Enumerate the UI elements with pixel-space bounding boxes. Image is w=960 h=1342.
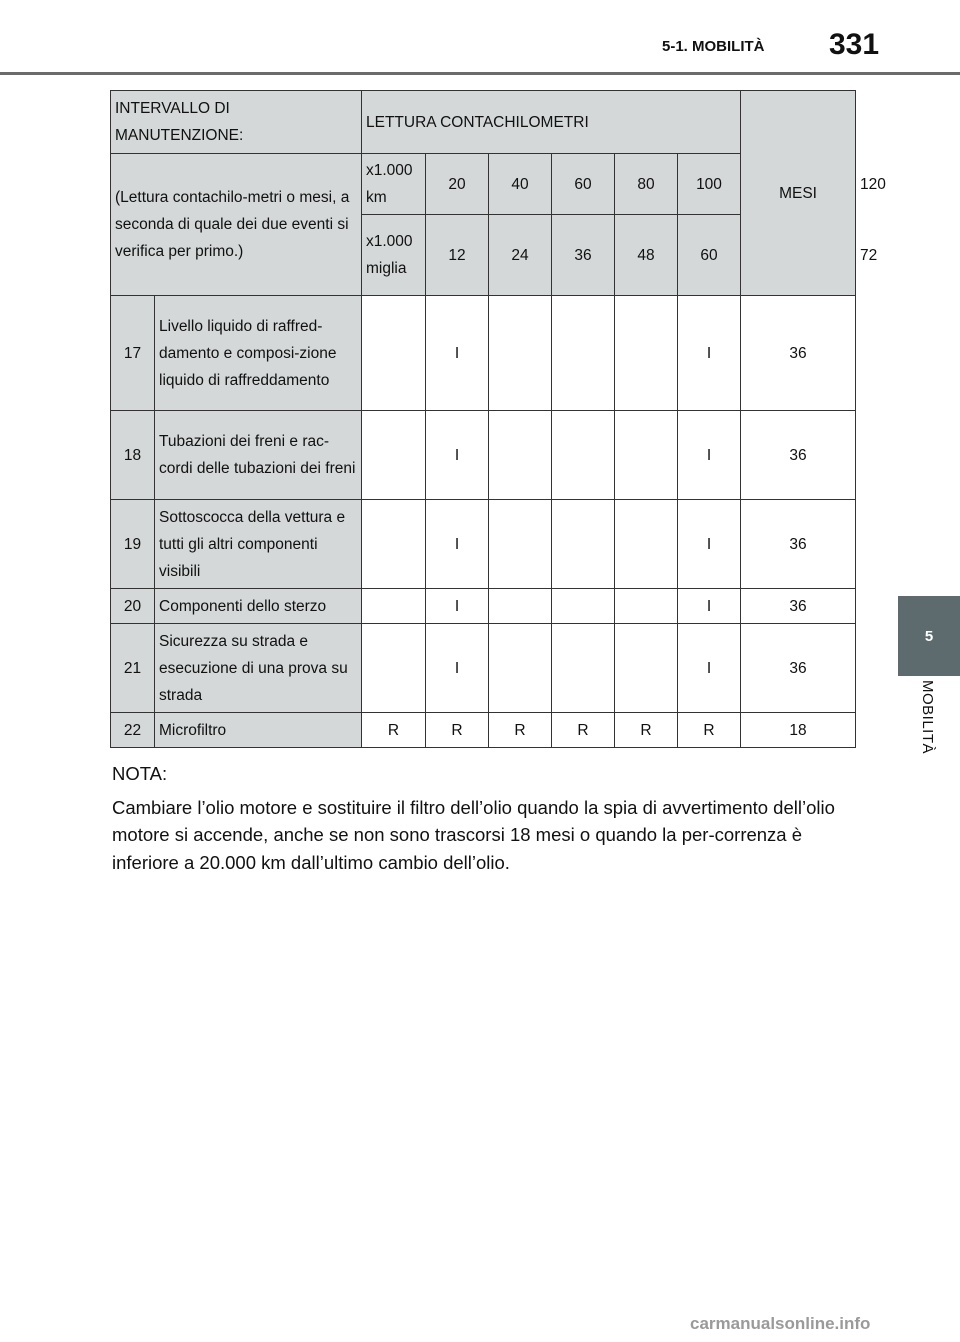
row-item: Sottoscocca della vettura e tutti gli altri componenti visibili [155, 500, 362, 589]
row-item: Componenti dello sterzo [155, 589, 362, 624]
interval-cell [362, 624, 426, 713]
months-cell: 36 [741, 624, 856, 713]
interval-cell: I [678, 589, 741, 624]
interval-cell: I [426, 589, 489, 624]
interval-cell: R [489, 713, 552, 748]
interval-cell [489, 411, 552, 500]
interval-cell [362, 500, 426, 589]
months-cell: 36 [741, 296, 856, 411]
row-number: 21 [111, 624, 155, 713]
table-row [111, 713, 856, 748]
interval-cell [362, 589, 426, 624]
interval-cell: I [678, 296, 741, 411]
interval-cell: I [426, 296, 489, 411]
table-row [111, 500, 856, 589]
row-number: 22 [111, 713, 155, 748]
miles-value: 60 [678, 215, 741, 296]
row-item: Microfiltro [155, 713, 362, 748]
row-number: 19 [111, 500, 155, 589]
chapter-label-text: MOBILITÀ [919, 680, 936, 755]
km-unit: x1.000 km [362, 154, 426, 215]
miles-value: 24 [489, 215, 552, 296]
interval-cell: I [426, 411, 489, 500]
interval-cell [615, 411, 678, 500]
interval-cell: I [678, 500, 741, 589]
interval-cell: R [552, 713, 615, 748]
interval-header: INTERVALLO DI MANUTENZIONE: [111, 91, 362, 154]
interval-cell [615, 589, 678, 624]
interval-cell: R [615, 713, 678, 748]
page-number: 331 [829, 28, 880, 61]
row-number: 20 [111, 589, 155, 624]
header-divider [0, 72, 960, 75]
months-cell: 36 [741, 411, 856, 500]
km-value: 80 [615, 154, 678, 215]
row-number: 17 [111, 296, 155, 411]
note-text: Cambiare l’olio motore e sostituire il filtro dell’olio quando la spia di avvertimento dell’olio motore si accende, anche se non sono trascorsi 18 mesi o quando la per-correnza è inferiore a 20.000 km dall’ultimo cambio dell’olio. [112, 796, 835, 873]
interval-cell: R [678, 713, 741, 748]
row-item: Tubazioni dei freni e rac-cordi delle tubazioni dei freni [155, 411, 362, 500]
months-cell: 36 [741, 500, 856, 589]
interval-cell [489, 296, 552, 411]
interval-cell: I [426, 500, 489, 589]
interval-cell: R [426, 713, 489, 748]
km-value: 20 [426, 154, 489, 215]
note-block [112, 760, 852, 882]
interval-cell [615, 500, 678, 589]
interval-cell: I [426, 624, 489, 713]
interval-cell: I [678, 624, 741, 713]
chapter-number: 5 [924, 627, 934, 645]
km-value: 100 [678, 154, 741, 215]
interval-cell [362, 411, 426, 500]
chapter-tab[interactable] [898, 596, 960, 676]
watermark: carmanualsonline.info [690, 1314, 871, 1333]
months-header: MESI [741, 91, 856, 296]
miles-value: 36 [552, 215, 615, 296]
table-row [111, 296, 856, 411]
interval-cell [489, 500, 552, 589]
km-value: 40 [489, 154, 552, 215]
months-cell: 36 [741, 589, 856, 624]
interval-cell [552, 296, 615, 411]
interval-cell: R [362, 713, 426, 748]
miles-value: 12 [426, 215, 489, 296]
interval-cell [362, 296, 426, 411]
section-label: 5-1. MOBILITÀ [662, 38, 765, 55]
miles-value: 48 [615, 215, 678, 296]
chapter-label [896, 680, 960, 800]
row-number: 18 [111, 411, 155, 500]
interval-cell [615, 624, 678, 713]
interval-cell [552, 411, 615, 500]
km-value: 60 [552, 154, 615, 215]
interval-cell: I [678, 411, 741, 500]
interval-note: (Lettura contachilo-metri o mesi, a seconda di quale dei due eventi si verifica per primo.) [111, 154, 362, 296]
interval-cell [489, 624, 552, 713]
row-item: Sicurezza su strada e esecuzione di una prova su strada [155, 624, 362, 713]
table-row [111, 411, 856, 500]
note-title: NOTA: [112, 763, 168, 784]
odometer-header: LETTURA CONTACHILOMETRI [362, 91, 741, 154]
table-row [111, 589, 856, 624]
maintenance-table: INTERVALLO DI MANUTENZIONE: LETTURA CONTACHILOMETRI MESI (Lettura contachilo-metri o mesi, a seconda di quale dei due eventi si verifica per primo.) x1.000 km 20 40 60 80 100 120 x1.000 miglia 12 24 36 48 60 72 17 Livello liquido di raffred-damento e composi-zione liquido di raffreddamento I I 36 18 Tubazioni dei freni e rac-cordi delle tubazioni dei freni I I 36 19 Sottoscocca della vettura e tutti gli altri componenti visibili I I 36 20 Componenti dello sterzo I I 36 21 Sicurezza su strada e esecuzione di una prova su strada I I 36 22 Microfiltro R R R R R R 18 [110, 90, 856, 748]
table-row [111, 624, 856, 713]
interval-cell [552, 589, 615, 624]
months-cell: 18 [741, 713, 856, 748]
interval-cell [615, 296, 678, 411]
interval-cell [552, 500, 615, 589]
interval-cell [489, 589, 552, 624]
interval-cell [552, 624, 615, 713]
miles-unit: x1.000 miglia [362, 215, 426, 296]
row-item: Livello liquido di raffred-damento e composi-zione liquido di raffreddamento [155, 296, 362, 411]
